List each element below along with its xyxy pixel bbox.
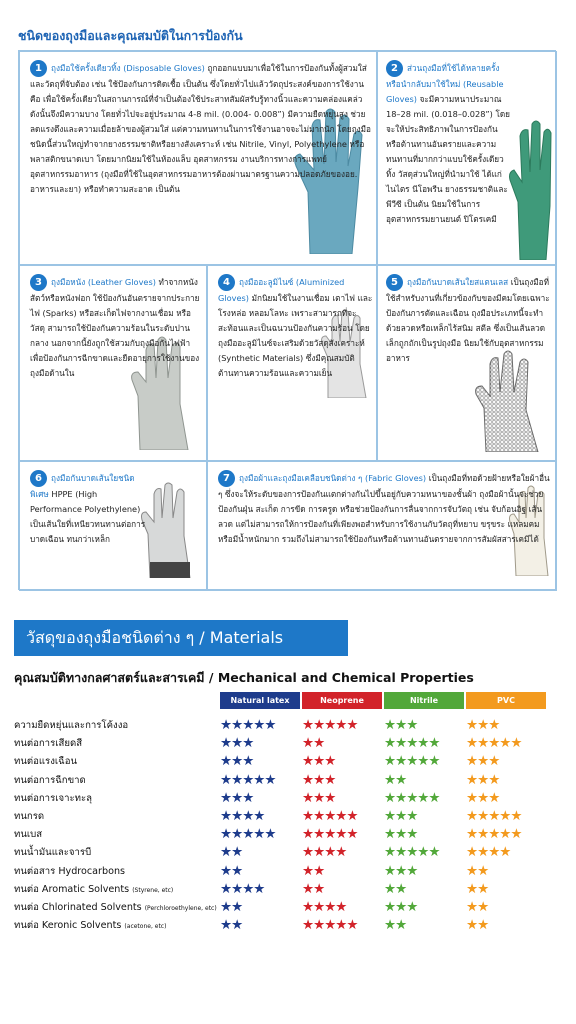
table-row	[14, 880, 554, 898]
property-name: ทนเบส	[14, 829, 43, 841]
table-row	[14, 716, 554, 734]
rating-stars-natural-latex: ★★★★	[220, 880, 265, 897]
rating-stars-pvc: ★★★	[466, 717, 500, 733]
material-natural-latex: Natural latex	[220, 692, 300, 709]
property-label	[14, 754, 77, 769]
rating-stars-pvc: ★★★	[466, 789, 500, 806]
rating-stars-natural-latex: ★★★★★	[220, 717, 276, 733]
page-title: ชนิดของถุงมือและคุณสมบัติในการป้องกัน	[18, 28, 243, 43]
cell-text: เป็นถุงมือที่ทอด้วยฝ้ายหรือใยผ้าอื่น ๆ ซึ่งจะให้ระดับของการป้องกันแตกต่างกันไปขึ้นอยู่กับความหนาของชั้นผ้า ถุงมือผ้านั้นจะช่วยป้องกันฝุ่น สะเก็ด การขีด การครูด หรือช่วยป้องกันการลื่นจากการจับวัตถุ เช่น จับก้อนอิฐ เส้นลวด แต่ไม่สามารถให้การป้องกันที่เพียงพอสำหรับการใช้งานกับวัตถุที่หยาบ ขรุขระ แหลมคม หรือมีน้ำหนักมาก รวมถึงไม่สามารถใช้ป้องกันหรือต้านทานอันตรายจากการสัมผัสสารเคมีได้	[218, 473, 550, 544]
rating-stars-pvc: ★★★★★	[466, 826, 522, 843]
cell-text: มักนิยมใช้ในงานเชื่อม เตาไฟ และโรงหล่อ หลอมโลหะ เพราะสามารถที่จะสะท้อนและเป็นฉนวนป้องกันความร้อน โดยถุงมืออะลูมิไนซ์จะเสริมด้วยวัสดุสังเคราะห์ (Synthetic Materials) ซึ่งมีคุณสมบัติต้านทานความร้อนและความเย็น	[218, 293, 373, 378]
table-row	[14, 843, 554, 861]
rating-stars-natural-latex: ★★★★★	[220, 826, 276, 843]
material-neoprene: Neoprene	[302, 692, 382, 709]
rating-stars-pvc: ★★★★	[466, 844, 511, 861]
rating-stars-nitrile: ★★	[384, 880, 407, 897]
rating-stars-natural-latex: ★★	[220, 862, 243, 879]
cell-text: HPPE (High Performance Polyethylene) เป็นเส้นใยที่เหนียวทนทานต่อการบาดเฉือน ทนกว่าเหล็ก	[30, 489, 146, 544]
rating-stars-natural-latex: ★★★	[220, 735, 254, 752]
property-name: ทนกรด	[14, 811, 45, 822]
rating-stars-pvc: ★★★	[466, 771, 500, 788]
rating-stars-nitrile: ★★★★★	[384, 789, 440, 806]
rating-stars-nitrile: ★★	[384, 917, 407, 934]
cell-heading: ส่วนถุงมือที่ใช้ได้หลายครั้งหรือนำกลับมาใช้ใหม่ (Reusable Gloves)	[386, 63, 504, 104]
property-name: ความยืดหยุ่นและการโค้งงอ	[14, 720, 129, 731]
rating-stars-neoprene: ★★★★★	[302, 808, 358, 824]
cell-heading: ถุงมืออะลูมิไนซ์ (Aluminized Gloves)	[218, 277, 345, 303]
property-name: ทนต่อการฉีกขาด	[14, 774, 86, 786]
cell-heading: ถุงมือใช้ครั้งเดียวทิ้ง (Disposable Gloves)	[51, 63, 205, 73]
property-note: (Styrene, etc)	[132, 886, 174, 894]
cell-hppe-gloves	[19, 461, 207, 591]
rating-stars-neoprene: ★★★	[302, 771, 336, 788]
rating-stars-nitrile: ★★★	[384, 899, 418, 915]
materials-header	[220, 692, 546, 709]
rating-stars-pvc: ★★	[466, 880, 489, 897]
table-row	[14, 734, 554, 752]
property-name: ทนต่อ Aromatic Solvents	[14, 883, 130, 895]
rating-stars-natural-latex: ★★	[220, 899, 243, 915]
property-label	[14, 900, 217, 915]
materials-banner: วัสดุของถุงมือชนิดต่าง ๆ / Materials	[14, 620, 348, 656]
glove-types-grid	[18, 50, 556, 590]
material-nitrile: Nitrile	[384, 692, 464, 709]
cell-fabric-gloves	[207, 461, 557, 591]
cell-text: จะมีความหนาประมาณ 18–28 mil. (0.018–0.028”) โดยจะให้ประสิทธิภาพในการป้องกันหรือต้านทานอันตรายและความทนทานที่มากกว่าแบบใช้ครั้งเดียวทิ้ง วัสดุส่วนใหญ่ที่นำมาใช้ ได้แก่ ไนไตร นีโอพรีน ยางธรรมชาติและพีวีซี เป็นต้น นิยมใช้ในการอุตสาหกรรมยานยนต์ ปิโตรเคมี	[386, 94, 510, 224]
rating-stars-neoprene: ★★★★	[302, 844, 347, 861]
rating-stars-natural-latex: ★★	[220, 844, 243, 861]
rating-stars-natural-latex: ★★	[220, 917, 243, 934]
cell-number: 5	[386, 274, 403, 291]
rating-stars-neoprene: ★★	[302, 880, 325, 897]
rating-stars-nitrile: ★★★★★	[384, 844, 440, 861]
property-name: ทนต่อ Keronic Solvents	[14, 920, 122, 932]
table-row	[14, 825, 554, 843]
cell-heading: ถุงมือผ้าและถุงมือเคลือบชนิดต่าง ๆ (Fabric Gloves)	[239, 473, 427, 483]
property-label	[14, 918, 166, 933]
table-row	[14, 752, 554, 770]
property-name: ทนต่อการเจาะทะลุ	[14, 792, 93, 804]
property-name: ทนต่อสาร Hydrocarbons	[14, 865, 126, 877]
cell-heading: ถุงมือกันบาดเส้นใยสแตนเลส	[407, 277, 509, 287]
rating-stars-nitrile: ★★★	[384, 862, 418, 879]
rating-stars-nitrile: ★★★	[384, 808, 418, 824]
material-pvc: PVC	[466, 692, 546, 709]
property-label	[14, 809, 44, 824]
table-row	[14, 862, 554, 880]
rating-stars-neoprene: ★★	[302, 735, 325, 752]
cell-text: เป็นถุงมือที่ใช้สำหรับงานที่เกี่ยวข้องกับของมีคมโดยเฉพาะ ป้องกันการตัดและเฉือน ถุงมือประเภทนี้จะทำด้วยลวดหรือเหล็กไร้สนิม สตีล ซึ่งเป็นเส้นลวดเล็กถูกถักเป็นรูปถุงมือ นิยมใช้กับอุตสาหกรรมอาหาร	[386, 277, 550, 363]
cell-stainless-cut-gloves	[377, 265, 557, 461]
cell-number: 7	[218, 470, 235, 487]
table-row	[14, 771, 554, 789]
table-row	[14, 916, 554, 934]
property-name: ทนต่อ Chlorinated Solvents	[14, 902, 142, 913]
rating-stars-natural-latex: ★★★	[220, 753, 254, 770]
property-label	[14, 827, 42, 842]
properties-title: คุณสมบัติทางกลศาสตร์และสารเคมี / Mechanical and Chemical Properties	[14, 670, 474, 685]
cell-text: ถูกออกแบบมาเพื่อใช้ในการป้องกันทั้งผู้สวมใส่และวัตถุที่จับต้อง เช่น ใช้ป้องกันการติดเชื้อ เป็นต้น ซึ่งโดยทั่วไปแล้ววัตถุประสงค์ของการใช้งาน คือ เพื่อใช้ครั้งเดียวในสถานการณ์ที่จำเป็นต้องใช้ประสาทสัมผัสรับรู้ทางนิ้วและความคล่องแคล่ว ดังนั้นจึงมีความบาง โดยทั่วไปจะอยู่ประมาณ 4-8 mil. (0.004- 0.008”) มีความยืดหยุ่นสูง ช่วยลดแรงตึงและความเมื่อยล้าของผู้สวมใส่ แต่ความทนทานในการใช้งานอาจจะไม่มากนัก โดยถุงมือชนิดนี้ส่วนใหญ่ทำจากยางธรรมชาติหรือยางสังเคราะห์ เช่น Nitrile, Vinyl, Polyethylene หรือพลาสติกขนาดเบา โดยมากนิยมใช้ในห้องแล็บ อุตสาหกรรม งานบริการทางการแพทย์ อุตสาหกรรมอาหาร (ถุงมือที่ใช้ในอุตสาหกรรมอาหารต้องผ่านมาตรฐานความปลอดภัยของอย. อาหารและยา) หรือทำความสะอาด เป็นต้น	[30, 63, 371, 194]
rating-stars-natural-latex: ★★★★	[220, 808, 265, 824]
property-name: ทนต่อแรงเฉือน	[14, 756, 78, 768]
cell-number: 4	[218, 274, 235, 291]
property-label	[14, 736, 82, 751]
rating-stars-pvc: ★★	[466, 862, 489, 879]
cell-reusable-gloves	[377, 51, 557, 265]
cell-disposable-gloves	[19, 51, 377, 265]
rating-stars-nitrile: ★★★★★	[384, 735, 440, 752]
table-row	[14, 898, 554, 916]
table-row	[14, 789, 554, 807]
property-label	[14, 791, 92, 806]
rating-stars-pvc: ★★★★★	[466, 808, 522, 824]
property-label	[14, 773, 86, 788]
table-row	[14, 807, 554, 825]
rating-stars-pvc: ★★	[466, 899, 489, 915]
rating-stars-pvc: ★★★	[466, 753, 500, 770]
property-label	[14, 718, 128, 733]
property-note: (acetone, etc)	[124, 923, 167, 931]
rating-stars-nitrile: ★★★	[384, 826, 418, 843]
rating-stars-nitrile: ★★★	[384, 717, 418, 733]
green-rubber-glove-icon	[506, 110, 557, 260]
rating-stars-natural-latex: ★★★★★	[220, 771, 276, 788]
rating-stars-pvc: ★★	[466, 917, 489, 934]
property-label	[14, 864, 125, 879]
rating-stars-neoprene: ★★	[302, 862, 325, 879]
cell-heading: ถุงมือกันบาดเส้นใยชนิดพิเศษ	[30, 473, 135, 499]
rating-stars-neoprene: ★★★	[302, 753, 336, 770]
rating-stars-nitrile: ★★	[384, 771, 407, 788]
rating-stars-neoprene: ★★★★	[302, 899, 347, 915]
rating-stars-neoprene: ★★★★★	[302, 826, 358, 843]
cell-number: 1	[30, 60, 47, 77]
rating-stars-natural-latex: ★★★	[220, 789, 254, 806]
property-label	[14, 845, 91, 860]
rating-stars-neoprene: ★★★	[302, 789, 336, 806]
property-name: ทนต่อการเสียดสี	[14, 738, 83, 750]
cell-text: ทำจากหนังสัตว์หรือหนังฟอก ใช้ป้องกันอันตรายจากประกายไฟ (Sparks) หรือสะเก็ดไฟจากงานเชื่อม หรือวัสดุ สามารถใช้ป้องกันความร้อนในระดับปานกลาง นอกจากนี้ยังถูกใช้สวมกับถุงมือกันไฟฟ้า เพื่อป้องกันการฉีกขาดและยืดอายุการใช้งานของถุงมือด้านใน	[30, 277, 200, 378]
cell-number: 3	[30, 274, 47, 291]
cell-aluminized-gloves	[207, 265, 377, 461]
property-note: (Perchloroethylene, etc)	[144, 905, 217, 912]
property-name: ทนน้ำมันและจารบี	[14, 847, 92, 859]
cell-number: 6	[30, 470, 47, 487]
cell-number: 2	[386, 60, 403, 77]
rating-stars-neoprene: ★★★★★	[302, 917, 358, 934]
rating-stars-pvc: ★★★★★	[466, 735, 522, 752]
rating-stars-neoprene: ★★★★★	[302, 717, 358, 733]
cell-leather-gloves	[19, 265, 207, 461]
cell-heading: ถุงมือหนัง (Leather Gloves)	[51, 277, 156, 287]
property-label	[14, 882, 173, 897]
rating-stars-nitrile: ★★★★★	[384, 753, 440, 770]
